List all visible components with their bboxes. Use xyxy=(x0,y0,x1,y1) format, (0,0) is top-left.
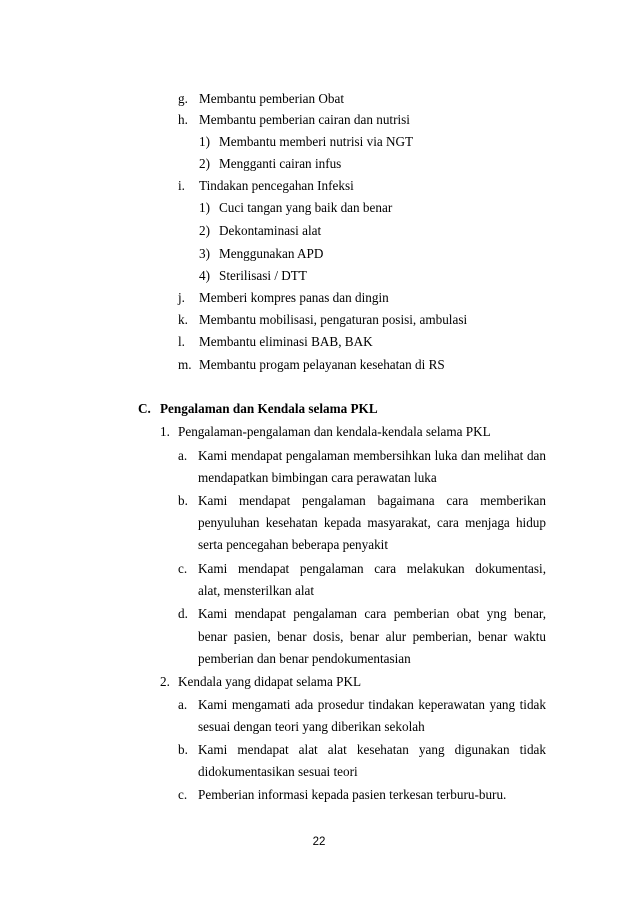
list-marker: 3) xyxy=(199,246,210,261)
list-item-l xyxy=(178,333,373,351)
item-marker-1d: d. xyxy=(178,606,188,621)
list-text: Membantu memberi nutrisi via NGT xyxy=(219,134,414,149)
list-marker: j. xyxy=(178,290,185,305)
list-marker: k. xyxy=(178,312,188,327)
item-2b-line2: didokumentasikan sesuai teori xyxy=(198,764,358,779)
section-heading-c xyxy=(138,400,378,418)
subsection-title: Kendala yang didapat selama PKL xyxy=(178,674,362,689)
list-marker: 1) xyxy=(199,134,210,149)
subsection-heading-1 xyxy=(160,423,491,441)
item-2b-line1: Kami mendapat alat alat kesehatan yang digunakan tidak xyxy=(198,742,546,757)
item-1b-line3: serta pencegahan beberapa penyakit xyxy=(198,537,389,552)
item-1d-line2: benar pasien, benar dosis, benar alur pemberian, benar waktu xyxy=(198,629,546,644)
list-text: Menggunakan APD xyxy=(219,246,324,261)
list-marker: h. xyxy=(178,112,188,127)
subsection-marker: 2. xyxy=(160,674,170,689)
item-1b-line1: Kami mendapat pengalaman bagaimana cara memberikan xyxy=(198,493,546,508)
list-item-m xyxy=(178,356,445,374)
subsection-heading-2 xyxy=(160,673,361,691)
list-item-i3 xyxy=(199,245,323,263)
list-item-i xyxy=(178,177,354,195)
list-text: Sterilisasi / DTT xyxy=(219,268,307,283)
subsection-title: Pengalaman-pengalaman dan kendala-kendala selama PKL xyxy=(178,424,491,439)
list-marker: l. xyxy=(178,334,185,349)
item-1d-line1: Kami mendapat pengalaman cara pemberian obat yng benar, xyxy=(198,606,546,621)
item-1c-line2: alat, mensterilkan alat xyxy=(198,583,315,598)
list-text: Mengganti cairan infus xyxy=(219,156,342,171)
list-text: Membantu pemberian Obat xyxy=(199,91,345,106)
list-text: Memberi kompres panas dan dingin xyxy=(199,290,389,305)
item-2a-line1: Kami mengamati ada prosedur tindakan keperawatan yang tidak xyxy=(198,697,546,712)
item-1a-line1: Kami mendapat pengalaman membersihkan luka dan melihat dan xyxy=(198,448,546,463)
list-text: Membantu progam pelayanan kesehatan di RS xyxy=(199,357,445,372)
list-item-g xyxy=(178,90,344,108)
item-1b-line2: penyuluhan kesehatan kepada masyarakat, cara menjaga hidup xyxy=(198,515,546,530)
item-2a-line2: sesuai dengan teori yang diberikan sekolah xyxy=(198,719,425,734)
list-text: Dekontaminasi alat xyxy=(219,223,322,238)
item-marker-1a: a. xyxy=(178,448,188,463)
item-marker-2a: a. xyxy=(178,697,188,712)
list-marker: 1) xyxy=(199,200,210,215)
list-text: Membantu pemberian cairan dan nutrisi xyxy=(199,112,410,127)
section-marker: C. xyxy=(138,401,151,416)
item-marker-1c: c. xyxy=(178,561,188,576)
item-marker-2b: b. xyxy=(178,742,188,757)
list-marker: m. xyxy=(178,357,192,372)
list-marker: 2) xyxy=(199,223,210,238)
list-item-k xyxy=(178,311,467,329)
list-text: Membantu eliminasi BAB, BAK xyxy=(199,334,373,349)
section-title: Pengalaman dan Kendala selama PKL xyxy=(160,401,378,416)
list-marker: 4) xyxy=(199,268,210,283)
list-item-i4 xyxy=(199,267,307,285)
list-item-j xyxy=(178,289,389,307)
item-2c-line1: Pemberian informasi kepada pasien terkesan terburu-buru. xyxy=(198,787,507,802)
list-item-i2 xyxy=(199,222,321,240)
list-item-h2 xyxy=(199,155,341,173)
list-item-h1 xyxy=(199,133,413,151)
item-1a-line2: mendapatkan bimbingan cara perawatan luka xyxy=(198,470,437,485)
item-marker-2c: c. xyxy=(178,787,188,802)
list-marker: g. xyxy=(178,91,188,106)
subsection-marker: 1. xyxy=(160,424,170,439)
item-marker-1b: b. xyxy=(178,493,188,508)
list-item-i1 xyxy=(199,199,392,217)
list-marker: 2) xyxy=(199,156,210,171)
item-1c-line1: Kami mendapat pengalaman cara melakukan dokumentasi, xyxy=(198,561,546,576)
list-text: Tindakan pencegahan Infeksi xyxy=(199,178,354,193)
item-1d-line3: pemberian dan benar pendokumentasian xyxy=(198,651,411,666)
list-text: Cuci tangan yang baik dan benar xyxy=(219,200,393,215)
list-text: Membantu mobilisasi, pengaturan posisi, ambulasi xyxy=(199,312,468,327)
page-number: 22 xyxy=(312,836,326,848)
list-marker: i. xyxy=(178,178,185,193)
list-item-h xyxy=(178,111,410,129)
